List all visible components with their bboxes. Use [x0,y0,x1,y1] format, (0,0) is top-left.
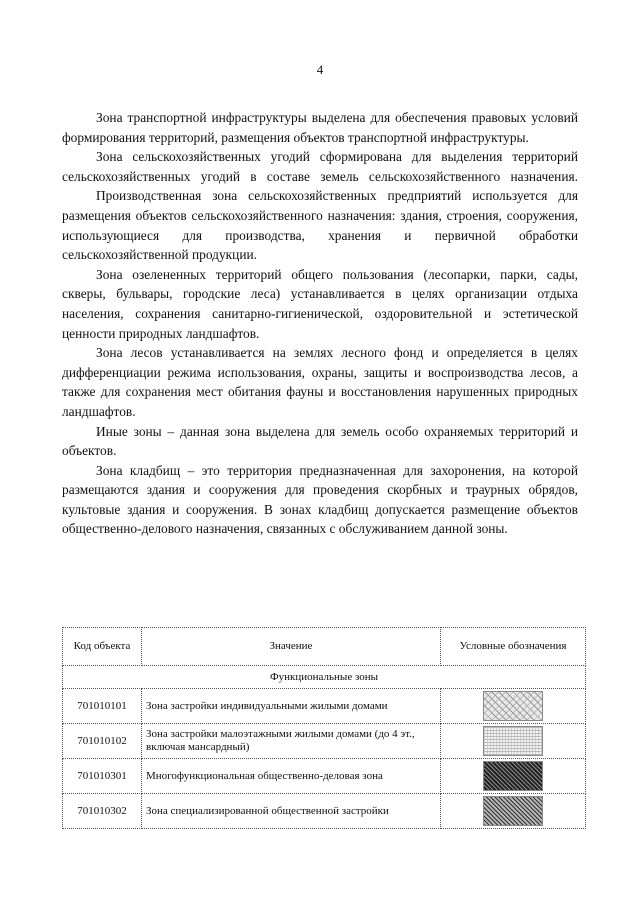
paragraph-transport-zone: Зона транспортной инфраструктуры выделена для обеспечения правовых условий формирования территорий, размещения объектов транспортной инфраструктуры. [62,110,578,145]
row-code: 701010302 [63,794,142,829]
paragraph-other-zones: Иные зоны – данная зона выделена для земель особо охраняемых территорий и объектов. [62,423,578,459]
row-code: 701010102 [63,724,142,759]
section-row [63,666,586,689]
row-value: Зона специализированной общественной застройки [142,794,441,829]
row-code: 701010301 [63,759,142,794]
legend-table [62,627,586,829]
zone-pattern-swatch [483,726,543,756]
row-symbol [441,794,586,829]
row-symbol [441,724,586,759]
row-symbol [441,689,586,724]
header-symbol: Условные обозначения [441,628,586,666]
paragraph-agricultural-land-zone: Зона сельскохозяйственных угодий сформирована для выделения территорий сельскохозяйственных угодий в составе земель сельскохозяйственного назначения. [62,149,578,184]
table-header-row [63,628,586,666]
zone-pattern-swatch [483,691,543,721]
row-value: Многофункциональная общественно-деловая зона [142,759,441,794]
header-code: Код объекта [63,628,142,666]
zone-pattern-swatch [483,761,543,791]
page-number: 4 [316,62,324,77]
section-title: Функциональные зоны [63,666,586,689]
table-row [63,689,586,724]
table-row [63,759,586,794]
row-value: Зона застройки индивидуальными жилыми домами [142,689,441,724]
table-row [63,794,586,829]
row-value: Зона застройки малоэтажными жилыми домами (до 4 эт., включая мансардный) [142,724,441,759]
row-symbol [441,759,586,794]
table-row [63,724,586,759]
body-text [62,108,578,539]
paragraph-forest-zone: Зона лесов устанавливается на землях лесного фонд и определяется в целях дифференциации режима использования, охраны, защиты и воспроизводства лесов, а также для сохранения мест обитания фауны и восстановления нарушенных природных ландшафтов. [62,345,578,419]
header-value: Значение [142,628,441,666]
paragraph-cemetery-zone: Зона кладбищ – это территория предназначенная для захоронения, на которой размещаются здания и сооружения для проведения скорбных и траурных обрядов, культовые здания и сооружения. В зонах кладбищ допускается размещение объектов общественно-делового назначения, связанных с обслуживанием данной зоны. [62,462,578,537]
paragraph-green-areas-zone: Зона озелененных территорий общего пользования (лесопарки, парки, сады, скверы, бульвары, городские леса) устанавливается в целях организации отдыха населения, сохранения санитарно-гигиенической, оздоровительной и эстетической ценности природных ландшафтов. [62,266,578,341]
zone-pattern-swatch [483,796,543,826]
paragraph-agricultural-production-zone: Производственная зона сельскохозяйственных предприятий используется для размещения объектов сельскохозяйственного назначения: здания, строения, сооружения, использующиеся для производства, хранения и первичной обработки сельскохозяйственной продукции. [62,188,578,263]
row-code: 701010101 [63,689,142,724]
